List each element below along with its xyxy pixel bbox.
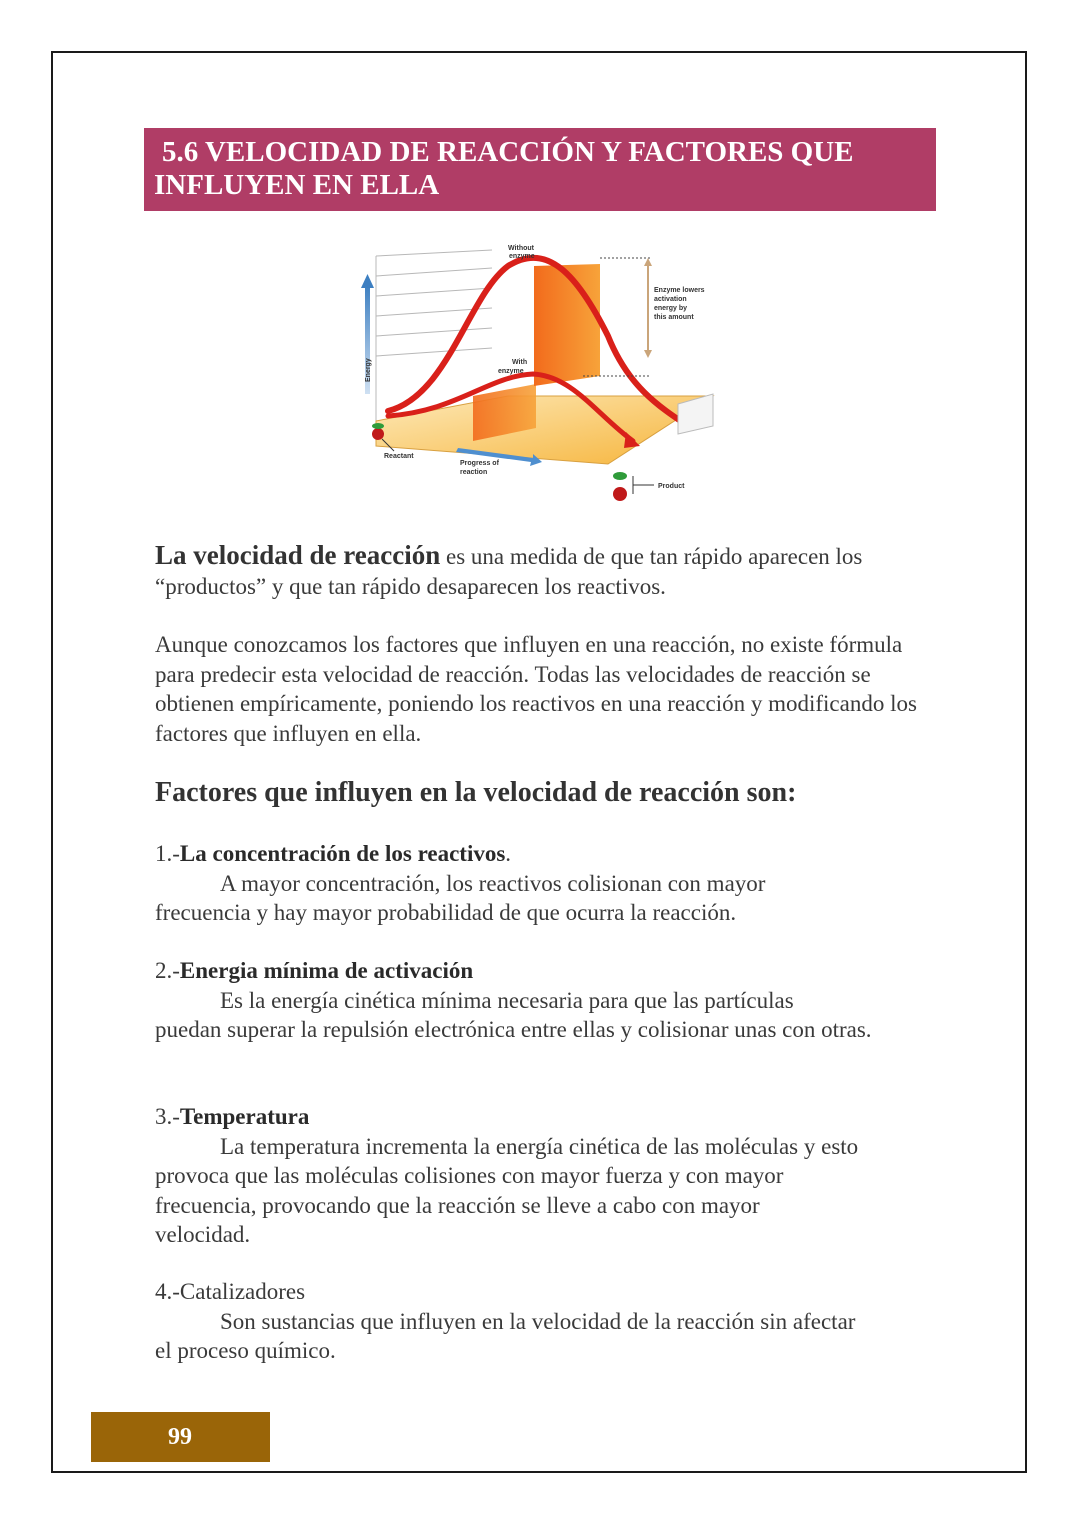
factor-2-number: 2.-	[155, 958, 180, 983]
factor-1-line-2: frecuencia y hay mayor probabilidad de que ocurra la reacción.	[155, 900, 737, 925]
intro-definition: es una medida de que tan rápido aparecen los “productos” y que tan rápido desaparecen los reactivos.	[155, 544, 863, 599]
factor-3-number: 3.-	[155, 1104, 180, 1129]
label-without-2: enzyme	[509, 253, 535, 260]
factor-1-line-1: A mayor concentración, los reactivos colisionan con mayor	[220, 870, 766, 896]
label-product: Product	[658, 483, 685, 490]
label-with: With	[512, 359, 528, 366]
intro-paragraph-2-text: Aunque conozcamos los factores que influyen en una reacción, no existe fórmula para predecir esta velocidad de reacción. Todas las velocidades de reacción se obtienen empíricamente, poniendo los reactivos en una reacción y modificando los factores que influyen en ella.	[155, 632, 917, 746]
label-reactant: Reactant	[384, 453, 414, 460]
label-energy: Energy	[365, 358, 372, 382]
factor-4-line-1: Son sustancias que influyen en la velocidad de la reacción sin afectar	[220, 1308, 856, 1334]
enzyme-energy-diagram	[358, 236, 720, 514]
label-without: Without	[508, 245, 534, 252]
factor-3	[155, 1102, 945, 1250]
factor-1-dot: .	[505, 841, 512, 866]
factor-4-line-2: el proceso químico.	[155, 1338, 336, 1363]
factor-2-line-2: puedan superar la repulsión electrónica entre ellas y colisionar unas con otras.	[155, 1017, 872, 1042]
intro-paragraph-1	[155, 541, 945, 601]
factor-2	[155, 956, 945, 1045]
label-with-2: enzyme	[498, 368, 524, 375]
factor-3-title: Temperatura	[179, 1104, 310, 1129]
label-progress-1: Progress of	[460, 460, 499, 467]
intro-paragraph-2	[155, 630, 945, 748]
without-enzyme-block	[534, 264, 600, 386]
label-lowers-1: Enzyme lowers	[654, 287, 705, 294]
section-title	[144, 128, 936, 211]
factor-1-number: 1.-	[155, 841, 180, 866]
factor-2-title: Energia mínima de activación	[179, 958, 474, 983]
label-progress-2: reaction	[460, 469, 488, 476]
product-molecules	[613, 472, 654, 501]
factor-1	[155, 839, 945, 928]
factors-heading: Factores que influyen en la velocidad de reacción son:	[155, 777, 797, 808]
intro-term: La velocidad de reacción	[155, 540, 441, 570]
label-lowers-4: this amount	[654, 314, 694, 321]
factor-3-line-1: La temperatura incrementa la energía cinética de las moléculas y esto	[220, 1133, 859, 1159]
section-title-line2: INFLUYEN EN ELLA	[154, 169, 440, 201]
factor-2-line-1: Es la energía cinética mínima necesaria para que las partículas	[220, 987, 794, 1013]
section-title-line1: 5.6 VELOCIDAD DE REACCIÓN Y FACTORES QUE	[162, 136, 854, 168]
factor-1-title: La concentración de los reactivos	[179, 841, 506, 866]
label-lowers-2: activation	[654, 296, 687, 303]
page-number: 99	[91, 1412, 270, 1462]
factor-4	[155, 1277, 945, 1366]
factor-3-line-2: provoca que las moléculas colisiones con mayor fuerza y con mayor frecuencia, provocando que la reacción se lleve a cabo con mayor velocidad.	[155, 1163, 784, 1247]
factor-4-title: 4.-Catalizadores	[155, 1279, 306, 1304]
label-lowers-3: energy by	[654, 305, 688, 312]
back-wall-grid	[376, 250, 492, 421]
